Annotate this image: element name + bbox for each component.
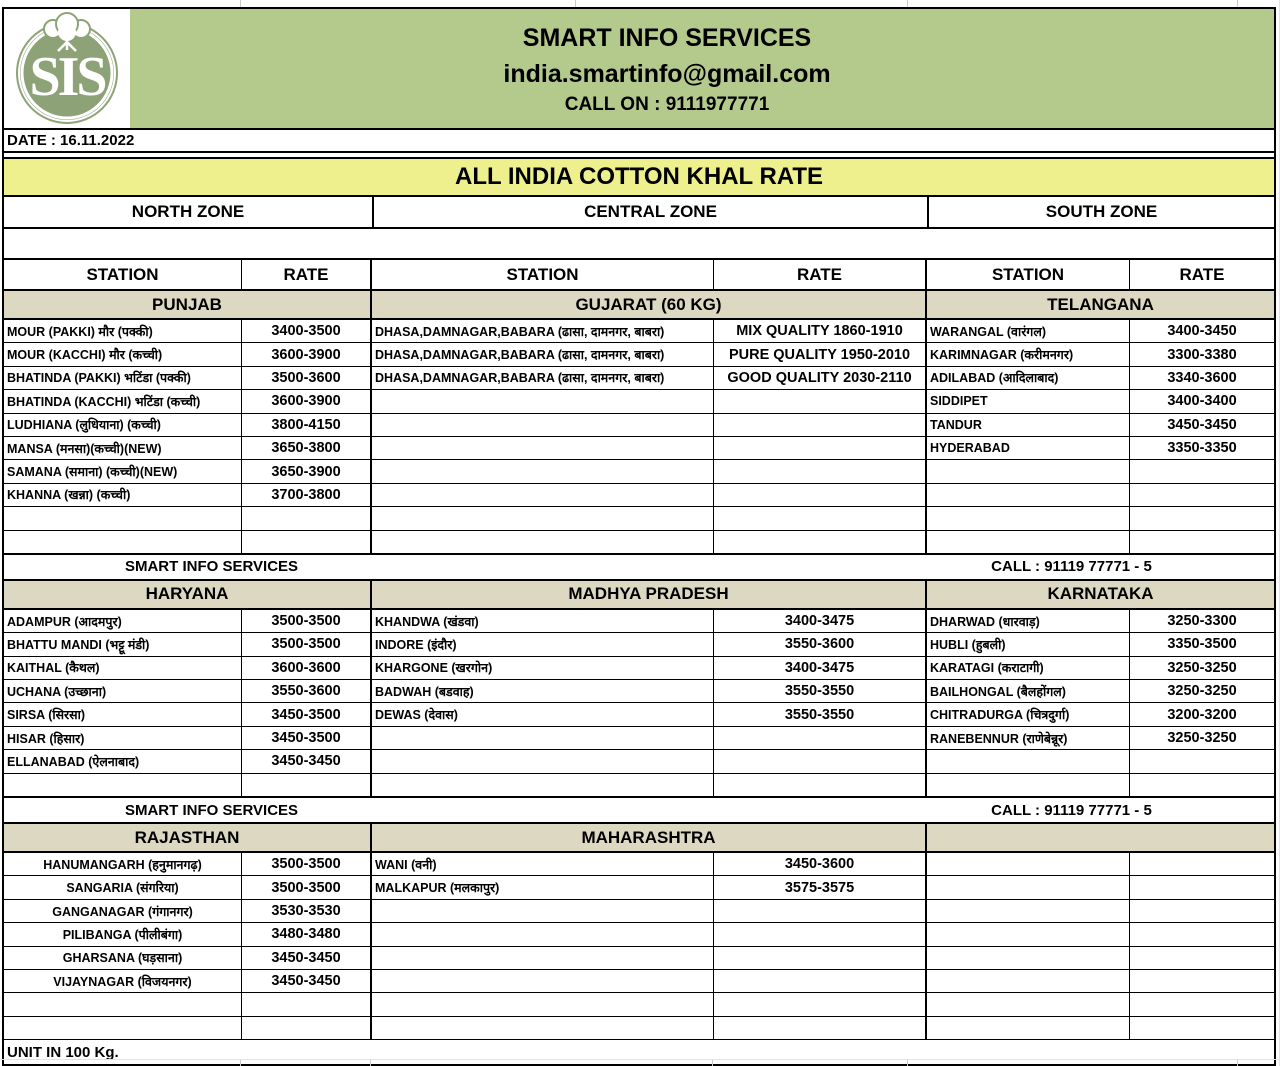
rate-cell (242, 531, 372, 554)
station-cell: PILIBANGA (पीलीबंगा) (4, 923, 242, 946)
station-cell: UCHANA (उच्छाना) (4, 680, 242, 703)
column-header-rate: RATE (714, 260, 927, 291)
rate-cell (242, 1017, 372, 1040)
cotton-boll (44, 13, 90, 41)
station-cell (372, 923, 714, 946)
station-cell: CHITRADURGA (चित्रदुर्गा) (927, 703, 1130, 726)
company-phone: CALL ON : 9111977771 (564, 93, 770, 115)
rate-cell: 3450-3450 (242, 947, 372, 970)
station-cell (372, 390, 714, 413)
rate-cell (1130, 923, 1274, 946)
station-cell: WARANGAL (वारंगल) (927, 320, 1130, 343)
station-cell (372, 900, 714, 923)
station-cell: DHASA,DAMNAGAR,BABARA (ढासा, दामनगर, बाबरा) (372, 320, 714, 343)
station-cell: HUBLI (हुबली) (927, 633, 1130, 656)
rate-cell: 3650-3900 (242, 460, 372, 483)
band-call-label: CALL : 91119 77771 - 5 (991, 801, 1152, 819)
rate-cell: 3550-3550 (714, 703, 927, 726)
rate-cell (1130, 507, 1274, 530)
rate-cell (714, 923, 927, 946)
station-cell (927, 774, 1130, 797)
rate-cell (714, 993, 927, 1016)
station-cell: SAMANA (समाना) (कच्ची)(NEW) (4, 460, 242, 483)
station-cell: BADWAH (बडवाह) (372, 680, 714, 703)
station-cell (927, 876, 1130, 899)
state-header: MAHARASHTRA (372, 824, 927, 853)
station-cell (372, 414, 714, 437)
zone-grid (4, 824, 1274, 1040)
column-header-rate: RATE (242, 260, 372, 291)
station-cell: BHATTU MANDI (भट्टू मंडी) (4, 633, 242, 656)
station-cell: DHARWAD (धारवाड़) (927, 610, 1130, 633)
zone-header-south: SOUTH ZONE (1045, 202, 1158, 221)
rate-cell: 3500-3500 (242, 853, 372, 876)
rate-cell: 3400-3475 (714, 657, 927, 680)
rate-cell: 3500-3600 (242, 367, 372, 390)
band-company-label: SMART INFO SERVICES (124, 801, 299, 819)
state-header: HARYANA (4, 581, 372, 610)
band-company-label: SMART INFO SERVICES (124, 558, 299, 576)
station-cell: DEWAS (देवास) (372, 703, 714, 726)
rate-cell: 3450-3500 (242, 727, 372, 750)
station-cell: RANEBENNUR (राणेबेन्नूर) (927, 727, 1130, 750)
rate-cell: 3200-3200 (1130, 703, 1274, 726)
station-cell (4, 774, 242, 797)
station-cell: INDORE (इंदौर) (372, 633, 714, 656)
rate-cell: 3700-3800 (242, 484, 372, 507)
rate-cell: 3500-3500 (242, 876, 372, 899)
state-header: GUJARAT (60 KG) (372, 291, 927, 320)
station-cell (372, 484, 714, 507)
station-cell: ADAMPUR (आदमपुर) (4, 610, 242, 633)
station-cell: MANSA (मनसा)(कच्ची)(NEW) (4, 437, 242, 460)
sis-logo (4, 9, 130, 128)
state-header: RAJASTHAN (4, 824, 372, 853)
rate-cell (1130, 774, 1274, 797)
rate-cell (714, 947, 927, 970)
rate-cell: 3350-3500 (1130, 633, 1274, 656)
rate-cell: 3340-3600 (1130, 367, 1274, 390)
info-band (4, 553, 1274, 581)
station-cell (372, 774, 714, 797)
rate-cell (1130, 900, 1274, 923)
rate-cell (714, 1017, 927, 1040)
station-cell (927, 750, 1130, 773)
state-header (927, 824, 1274, 853)
rate-cell: 3450-3500 (242, 703, 372, 726)
station-cell (927, 507, 1130, 530)
rate-cell: 3600-3600 (242, 657, 372, 680)
rate-cell: 3550-3600 (714, 633, 927, 656)
station-cell: BHATINDA (KACCHI) भटिंडा (कच्ची) (4, 390, 242, 413)
rate-cell: 3400-3450 (1130, 320, 1274, 343)
rate-cell (242, 507, 372, 530)
station-cell (927, 923, 1130, 946)
rate-cell: 3400-3400 (1130, 390, 1274, 413)
station-cell: LUDHIANA (लुधियाना) (कच्ची) (4, 414, 242, 437)
station-cell: HANUMANGARH (हनुमानगढ़) (4, 853, 242, 876)
station-cell (372, 460, 714, 483)
station-cell (4, 507, 242, 530)
rate-cell (1130, 853, 1274, 876)
rate-cell (1130, 970, 1274, 993)
station-cell: MOUR (KACCHI) मौर (कच्ची) (4, 343, 242, 366)
rate-cell (714, 727, 927, 750)
rate-cell: 3450-3450 (242, 750, 372, 773)
rate-cell: 3480-3480 (242, 923, 372, 946)
station-cell: KARATAGI (कराटागी) (927, 657, 1130, 680)
station-cell (927, 993, 1130, 1016)
rate-cell: 3450-3450 (242, 970, 372, 993)
zone-header-row (4, 197, 1274, 229)
station-cell: KHARGONE (खरगोन) (372, 657, 714, 680)
station-cell (372, 970, 714, 993)
rate-cell (714, 507, 927, 530)
station-cell: ADILABAD (आदिलाबाद) (927, 367, 1130, 390)
rate-cell (1130, 947, 1274, 970)
station-cell: MALKAPUR (मलकापुर) (372, 876, 714, 899)
station-cell: KAITHAL (कैथल) (4, 657, 242, 680)
rate-cell (1130, 1017, 1274, 1040)
station-cell (927, 460, 1130, 483)
station-cell (927, 947, 1130, 970)
rate-cell (714, 414, 927, 437)
station-cell: GANGANAGAR (गंगानगर) (4, 900, 242, 923)
rate-cell (714, 900, 927, 923)
station-cell: HYDERABAD (927, 437, 1130, 460)
unit-note: UNIT IN 100 Kg. (7, 1043, 119, 1061)
zone-grid (4, 581, 1274, 797)
rate-cell: MIX QUALITY 1860-1910 (714, 320, 927, 343)
station-cell (4, 531, 242, 554)
column-header-station: STATION (4, 260, 242, 291)
rate-cell: 3450-3600 (714, 853, 927, 876)
rate-cell (714, 750, 927, 773)
company-header (4, 9, 1274, 130)
header-green-band (130, 9, 1274, 128)
band-call-label: CALL : 91119 77771 - 5 (991, 558, 1152, 576)
rate-cell (1130, 750, 1274, 773)
station-cell: VIJAYNAGAR (विजयनगर) (4, 970, 242, 993)
main-title: ALL INDIA COTTON KHAL RATE (4, 159, 1274, 197)
rate-cell: 3250-3250 (1130, 680, 1274, 703)
station-cell: KARIMNAGAR (करीमनगर) (927, 343, 1130, 366)
station-cell: BAILHONGAL (बैलहोंगल) (927, 680, 1130, 703)
info-band (4, 796, 1274, 824)
rate-cell (714, 774, 927, 797)
station-cell (372, 437, 714, 460)
station-cell: BHATINDA (PAKKI) भटिंडा (पक्की) (4, 367, 242, 390)
station-cell: ELLANABAD (ऐलनाबाद) (4, 750, 242, 773)
station-cell: DHASA,DAMNAGAR,BABARA (ढासा, दामनगर, बाबरा) (372, 367, 714, 390)
company-email: india.smartinfo@gmail.com (503, 59, 831, 88)
company-name: SMART INFO SERVICES (522, 23, 812, 52)
station-cell (927, 484, 1130, 507)
rate-cell: 3400-3475 (714, 610, 927, 633)
bottom-gridline-strip (0, 1059, 1280, 1066)
rate-cell: 3250-3250 (1130, 657, 1274, 680)
rate-cell: 3250-3300 (1130, 610, 1274, 633)
station-cell: SIDDIPET (927, 390, 1130, 413)
rate-cell: 3450-3450 (1130, 414, 1274, 437)
svg-text:SIS: SIS (29, 45, 105, 108)
zone-header-central: CENTRAL ZONE (374, 197, 929, 227)
zone-header-north: NORTH ZONE (4, 197, 374, 227)
state-header: TELANGANA (927, 291, 1274, 320)
date-line: DATE : 16.11.2022 (4, 130, 1274, 153)
station-cell: DHASA,DAMNAGAR,BABARA (ढासा, दामनगर, बाबरा) (372, 343, 714, 366)
rate-cell (1130, 460, 1274, 483)
station-cell: HISAR (हिसार) (4, 727, 242, 750)
station-cell (372, 531, 714, 554)
station-cell: GHARSANA (घड़साना) (4, 947, 242, 970)
rate-cell: 3500-3500 (242, 633, 372, 656)
rate-cell (714, 970, 927, 993)
station-cell (927, 1017, 1130, 1040)
rate-cell (714, 460, 927, 483)
rate-cell: PURE QUALITY 1950-2010 (714, 343, 927, 366)
station-cell: WANI (वनी) (372, 853, 714, 876)
rate-cell (242, 774, 372, 797)
rate-sections (4, 260, 1274, 1040)
station-cell: KHANDWA (खंडवा) (372, 610, 714, 633)
rate-cell: 3800-4150 (242, 414, 372, 437)
rate-cell: GOOD QUALITY 2030-2110 (714, 367, 927, 390)
rate-cell: 3530-3530 (242, 900, 372, 923)
rate-cell: 3300-3380 (1130, 343, 1274, 366)
rate-cell: 3650-3800 (242, 437, 372, 460)
rate-cell: 3575-3575 (714, 876, 927, 899)
rate-cell (1130, 993, 1274, 1016)
rate-cell: 3600-3900 (242, 390, 372, 413)
rate-cell (1130, 531, 1274, 554)
rate-cell: 3250-3250 (1130, 727, 1274, 750)
column-header-station: STATION (372, 260, 714, 291)
station-cell: SANGARIA (संगरिया) (4, 876, 242, 899)
state-header: MADHYA PRADESH (372, 581, 927, 610)
rate-cell: 3500-3500 (242, 610, 372, 633)
station-cell (927, 531, 1130, 554)
rate-cell (714, 437, 927, 460)
spacer-row (4, 229, 1274, 260)
station-cell: SIRSA (सिरसा) (4, 703, 242, 726)
station-cell: TANDUR (927, 414, 1130, 437)
station-cell (372, 507, 714, 530)
station-cell: MOUR (PAKKI) मौर (पक्की) (4, 320, 242, 343)
rate-cell: 3400-3500 (242, 320, 372, 343)
station-cell (372, 750, 714, 773)
state-header: KARNATAKA (927, 581, 1274, 610)
cotton-logo-icon (8, 12, 126, 126)
rate-cell (714, 390, 927, 413)
station-cell (927, 900, 1130, 923)
rate-cell (1130, 876, 1274, 899)
station-cell (372, 947, 714, 970)
station-cell (4, 993, 242, 1016)
rate-cell: 3350-3350 (1130, 437, 1274, 460)
station-cell (372, 727, 714, 750)
top-gridline-strip (0, 0, 1280, 7)
rate-cell (1130, 484, 1274, 507)
state-header: PUNJAB (4, 291, 372, 320)
station-cell (927, 853, 1130, 876)
column-header-station: STATION (927, 260, 1130, 291)
rate-cell (714, 484, 927, 507)
station-cell (372, 993, 714, 1016)
station-cell: KHANNA (खन्ना) (कच्ची) (4, 484, 242, 507)
rate-sheet (2, 7, 1276, 1066)
rate-cell: 3550-3600 (242, 680, 372, 703)
station-cell (372, 1017, 714, 1040)
rate-cell: 3600-3900 (242, 343, 372, 366)
station-cell (4, 1017, 242, 1040)
column-header-rate: RATE (1130, 260, 1274, 291)
rate-cell (714, 531, 927, 554)
zone-grid (4, 260, 1274, 554)
rate-cell: 3550-3550 (714, 680, 927, 703)
station-cell (927, 970, 1130, 993)
rate-cell (242, 993, 372, 1016)
